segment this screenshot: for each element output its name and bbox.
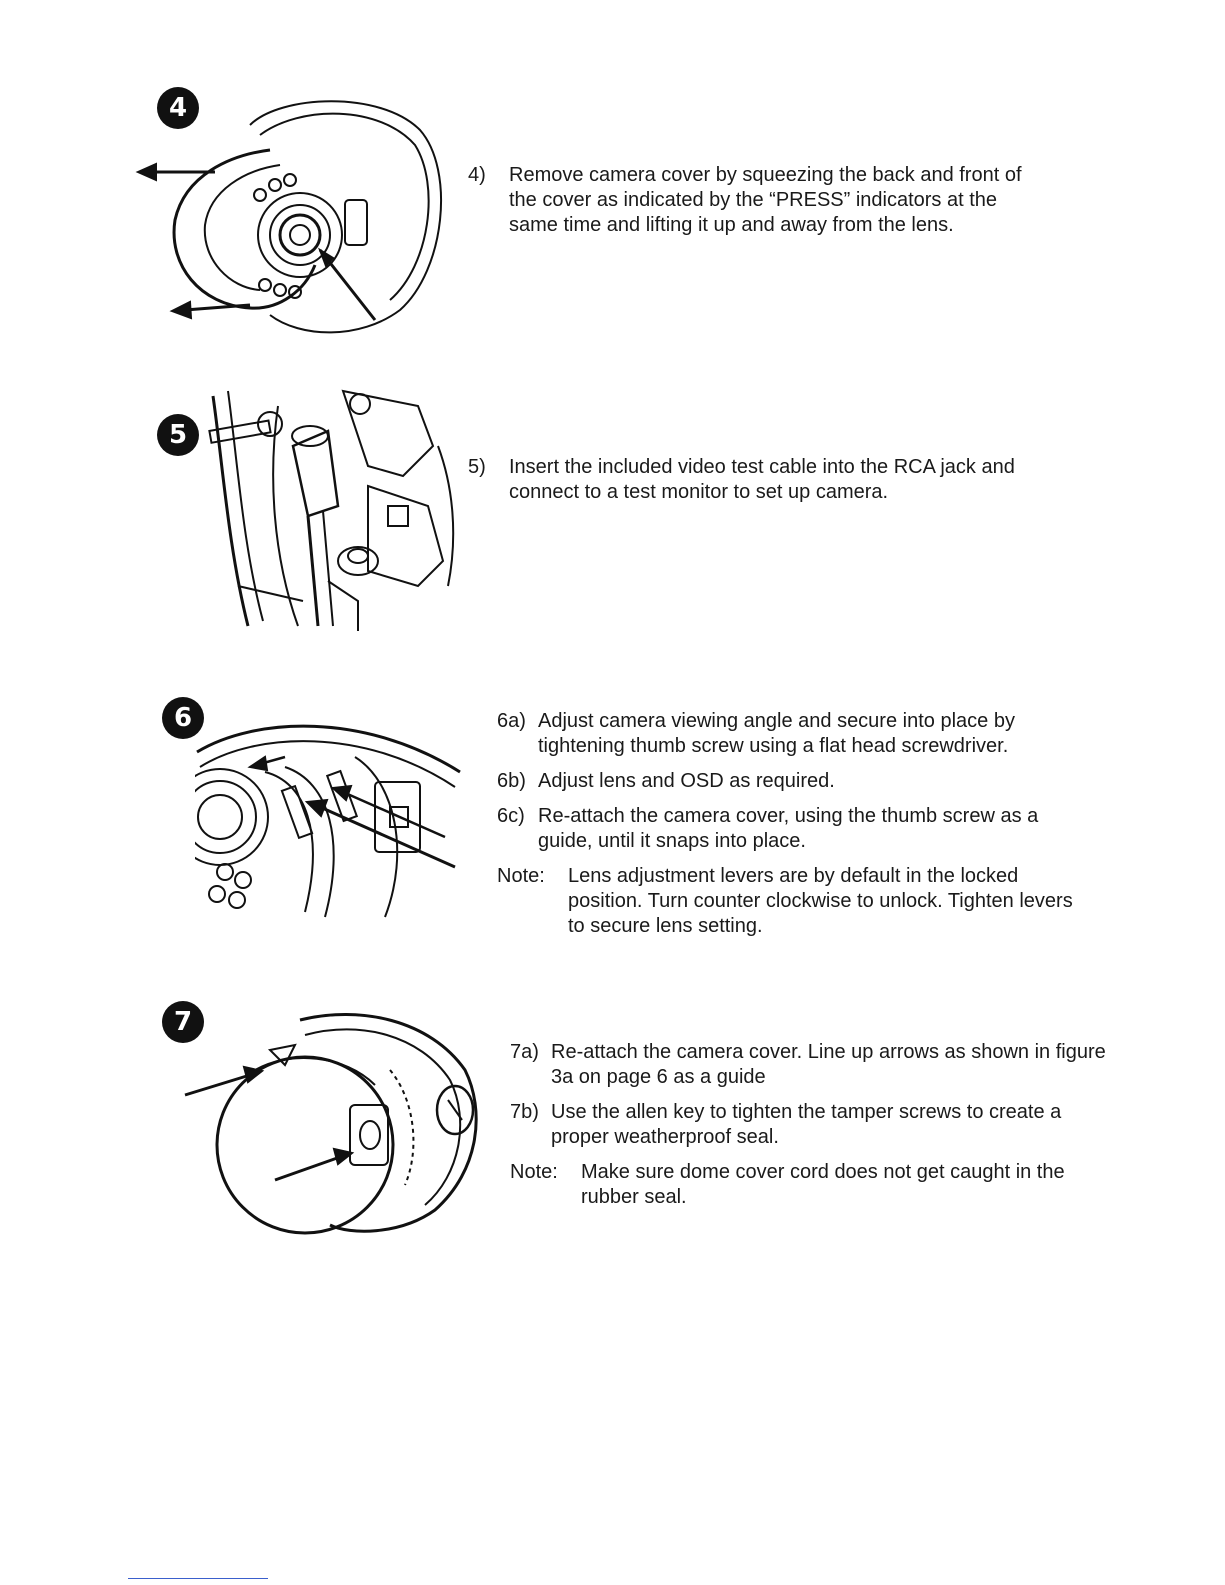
rca-test-cable-illustration: [208, 386, 463, 631]
camera-cover-removal-illustration: [130, 90, 445, 340]
note-label: Note:: [497, 865, 545, 887]
step-label: 6b): [497, 770, 526, 792]
step-5-item: [468, 455, 1048, 505]
step-6-note: [497, 864, 1077, 939]
step-text: Adjust camera viewing angle and secure into place by tightening thumb screw using a flat head screwdriver.: [538, 710, 1015, 757]
step-7-note: [510, 1160, 1110, 1210]
step-text: Adjust lens and OSD as required.: [538, 770, 835, 792]
step-text: Re-attach the camera cover, using the thumb screw as a guide, until it snaps into place.: [538, 805, 1039, 852]
step-4-instructions: [468, 163, 1048, 248]
lens-adjustment-illustration: [195, 712, 463, 922]
step-label: 6a): [497, 710, 526, 732]
step-text: Remove camera cover by squeezing the back and front of the cover as indicated by the “PRESS” indicators at the same time and lifting it up and away from the lens.: [509, 164, 1022, 236]
step-label: 6c): [497, 805, 525, 827]
step-6b-item: [497, 769, 1077, 794]
note-label: Note:: [510, 1161, 558, 1183]
step-4-item: [468, 163, 1048, 238]
step-7-badge: 7: [162, 1001, 204, 1043]
step-6a-item: [497, 709, 1077, 759]
note-text: Make sure dome cover cord does not get caught in the rubber seal.: [581, 1161, 1065, 1208]
step-7b-item: [510, 1100, 1110, 1150]
step-label: 5): [468, 456, 486, 478]
step-5-badge: 5: [157, 414, 199, 456]
step-6-instructions: [497, 709, 1077, 949]
step-5-instructions: [468, 455, 1048, 515]
step-7a-item: [510, 1040, 1110, 1090]
step-label: 7b): [510, 1101, 539, 1123]
step-label: 4): [468, 164, 486, 186]
step-6c-item: [497, 804, 1077, 854]
note-text: Lens adjustment levers are by default in the locked position. Turn counter clockwise to unlock. Tighten levers to secure lens setting.: [568, 865, 1073, 937]
step-6-badge: 6: [162, 697, 204, 739]
step-label: 7a): [510, 1041, 539, 1063]
step-4-badge: 4: [157, 87, 199, 129]
step-text: Re-attach the camera cover. Line up arrows as shown in figure 3a on page 6 as a guide: [551, 1041, 1106, 1088]
step-7-instructions: [510, 1040, 1110, 1220]
dome-cover-attach-illustration: [180, 1010, 495, 1235]
footer-divider: [128, 1578, 268, 1579]
step-text: Insert the included video test cable into the RCA jack and connect to a test monitor to set up camera.: [509, 456, 1015, 503]
step-text: Use the allen key to tighten the tamper screws to create a proper weatherproof seal.: [551, 1101, 1062, 1148]
